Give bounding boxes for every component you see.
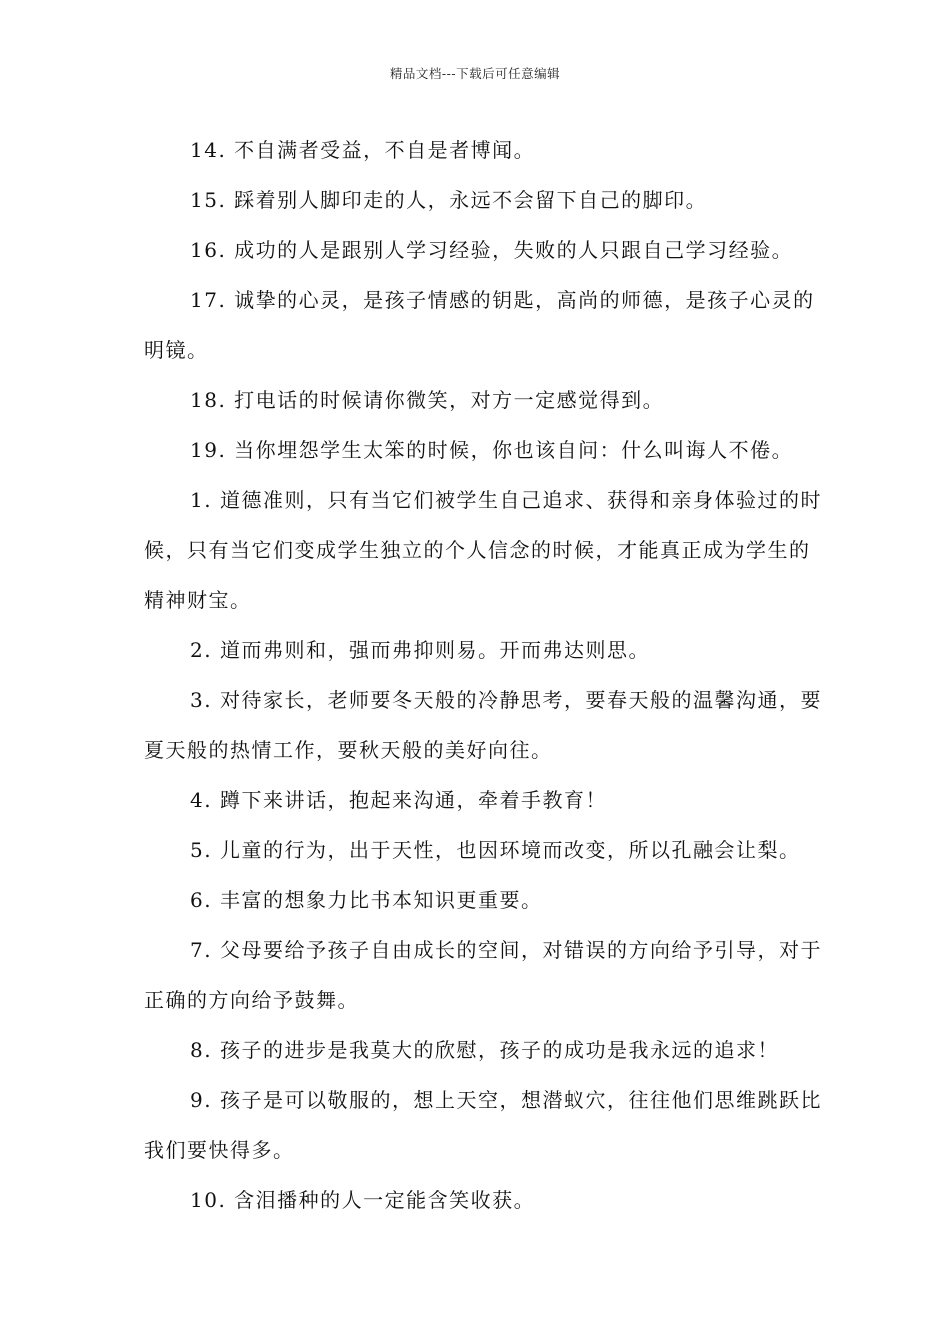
page-header: 精品文档---下载后可任意编辑 <box>389 66 561 81</box>
quote-paragraph: 19. 当你埋怨学生太笨的时候，你也该自问：什么叫诲人不倦。 <box>190 438 794 462</box>
quote-paragraph: 9. 孩子是可以敬服的，想上天空，想潜蚁穴，往往他们思维跳跃比我们要快得多。 <box>144 1088 822 1162</box>
quote-paragraph: 14. 不自满者受益，不自是者博闻。 <box>190 138 536 162</box>
quote-paragraph: 1. 道德准则，只有当它们被学生自己追求、获得和亲身体验过的时候，只有当它们变成学生独立的个人信念的时候，才能真正成为学生的精神财宝。 <box>144 488 822 612</box>
quote-paragraph: 10. 含泪播种的人一定能含笑收获。 <box>190 1188 536 1212</box>
quote-paragraph: 15. 踩着别人脚印走的人，永远不会留下自己的脚印。 <box>190 188 708 212</box>
document-body <box>144 125 828 1225</box>
quote-paragraph: 7. 父母要给予孩子自由成长的空间，对错误的方向给予引导，对于正确的方向给予鼓舞。 <box>144 938 822 1012</box>
quote-paragraph: 6. 丰富的想象力比书本知识更重要。 <box>190 888 543 912</box>
quote-paragraph: 18. 打电话的时候请你微笑，对方一定感觉得到。 <box>190 388 665 412</box>
quote-paragraph: 8. 孩子的进步是我莫大的欣慰，孩子的成功是我永远的追求！ <box>190 1038 779 1062</box>
quote-paragraph: 5. 儿童的行为，出于天性，也因环境而改变，所以孔融会让梨。 <box>190 838 801 862</box>
quote-paragraph: 4. 蹲下来讲话，抱起来沟通，牵着手教育！ <box>190 788 607 812</box>
quote-paragraph: 16. 成功的人是跟别人学习经验，失败的人只跟自己学习经验。 <box>190 238 794 262</box>
quote-paragraph: 2. 道而弗则和，强而弗抑则易。开而弗达则思。 <box>190 638 650 662</box>
quote-paragraph: 17. 诚挚的心灵，是孩子情感的钥匙，高尚的师德，是孩子心灵的明镜。 <box>144 288 815 362</box>
quote-paragraph: 3. 对待家长，老师要冬天般的冷静思考，要春天般的温馨沟通，要夏天般的热情工作，要秋天般的美好向往。 <box>144 688 822 762</box>
